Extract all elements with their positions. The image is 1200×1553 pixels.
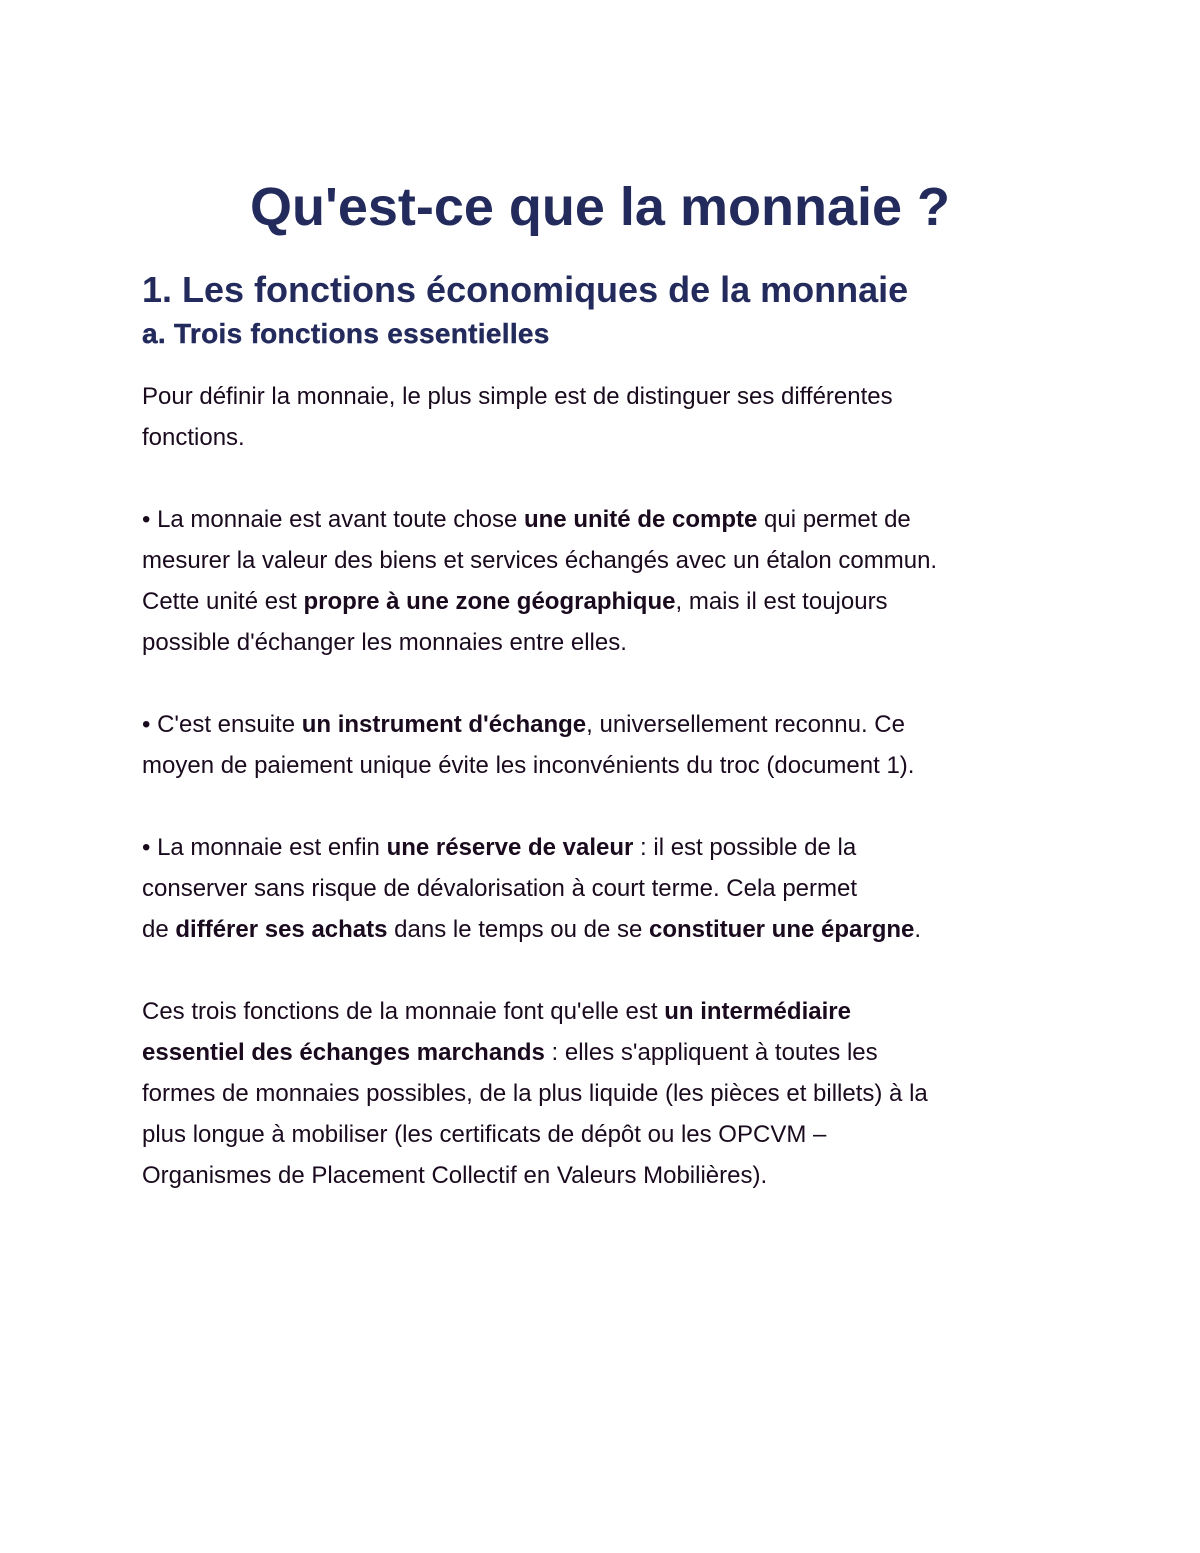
paragraph-gap bbox=[142, 786, 1102, 827]
text-span: conserver sans risque de dévalorisation à court terme. Cela permet bbox=[142, 875, 858, 902]
page-title: Qu'est-ce que la monnaie ? bbox=[250, 177, 950, 237]
text-line bbox=[142, 909, 1102, 950]
paragraph-gap bbox=[142, 663, 1102, 704]
bold-text: une unité de compte bbox=[523, 506, 758, 533]
text-line bbox=[142, 1155, 1102, 1196]
text-line bbox=[142, 827, 1102, 868]
text-span: , universellement reconnu. Ce bbox=[586, 711, 905, 738]
text-line bbox=[142, 581, 1102, 622]
text-span: mesurer la valeur des biens et services échangés avec un étalon commun. bbox=[142, 547, 938, 574]
paragraph-gap bbox=[142, 458, 1102, 499]
bold-text: essentiel des échanges marchands bbox=[142, 1039, 545, 1066]
text-span: Cette unité est bbox=[142, 588, 304, 615]
subsection-heading: a. Trois fonctions essentielles bbox=[142, 318, 550, 349]
text-span: • La monnaie est enfin bbox=[142, 834, 387, 861]
text-span: dans le temps ou de se bbox=[387, 916, 649, 943]
text-span: qui permet de bbox=[757, 506, 911, 533]
bold-text: constituer une épargne bbox=[648, 916, 915, 943]
text-span: de bbox=[142, 916, 176, 943]
paragraph-gap bbox=[142, 950, 1102, 991]
text-line bbox=[142, 868, 1102, 909]
text-span: plus longue à mobiliser (les certificats de dépôt ou les OPCVM – bbox=[142, 1121, 827, 1148]
text-span: : il est possible de la bbox=[633, 834, 857, 861]
text-span: possible d'échanger les monnaies entre elles. bbox=[142, 629, 627, 656]
text-line bbox=[142, 745, 1102, 786]
text-span: . bbox=[914, 916, 922, 943]
text-line bbox=[142, 991, 1102, 1032]
text-span: Pour définir la monnaie, le plus simple est de distinguer ses différentes bbox=[142, 383, 893, 410]
text-line bbox=[142, 417, 1102, 458]
text-line bbox=[142, 622, 1102, 663]
text-span: • C'est ensuite bbox=[142, 711, 302, 738]
section-heading: 1. Les fonctions économiques de la monnaie bbox=[142, 269, 909, 310]
paragraph bbox=[142, 499, 1102, 663]
bold-text: un intermédiaire bbox=[664, 998, 851, 1025]
text-line bbox=[142, 1114, 1102, 1155]
text-span: • La monnaie est avant toute chose bbox=[142, 506, 524, 533]
text-span: , mais il est toujours bbox=[675, 588, 888, 615]
bold-text: différer ses achats bbox=[175, 916, 388, 943]
document-body bbox=[142, 376, 1102, 1196]
bold-text: propre à une zone géographique bbox=[303, 588, 676, 615]
bold-text: une réserve de valeur bbox=[386, 834, 634, 861]
text-span: Organismes de Placement Collectif en Valeurs Mobilières). bbox=[142, 1162, 768, 1189]
text-line bbox=[142, 1073, 1102, 1114]
text-line bbox=[142, 499, 1102, 540]
text-span: formes de monnaies possibles, de la plus liquide (les pièces et billets) à la bbox=[142, 1080, 928, 1107]
paragraph bbox=[142, 376, 1102, 458]
paragraph bbox=[142, 704, 1102, 786]
text-span: moyen de paiement unique évite les inconvénients du troc (document 1). bbox=[142, 752, 915, 779]
paragraph bbox=[142, 991, 1102, 1196]
paragraph bbox=[142, 827, 1102, 950]
text-span: fonctions. bbox=[142, 424, 245, 451]
text-span: : elles s'appliquent à toutes les bbox=[544, 1039, 878, 1066]
text-line bbox=[142, 1032, 1102, 1073]
text-span: Ces trois fonctions de la monnaie font qu'elle est bbox=[142, 998, 665, 1025]
bold-text: un instrument d'échange bbox=[301, 711, 587, 738]
text-line bbox=[142, 540, 1102, 581]
text-line bbox=[142, 704, 1102, 745]
text-line bbox=[142, 376, 1102, 417]
